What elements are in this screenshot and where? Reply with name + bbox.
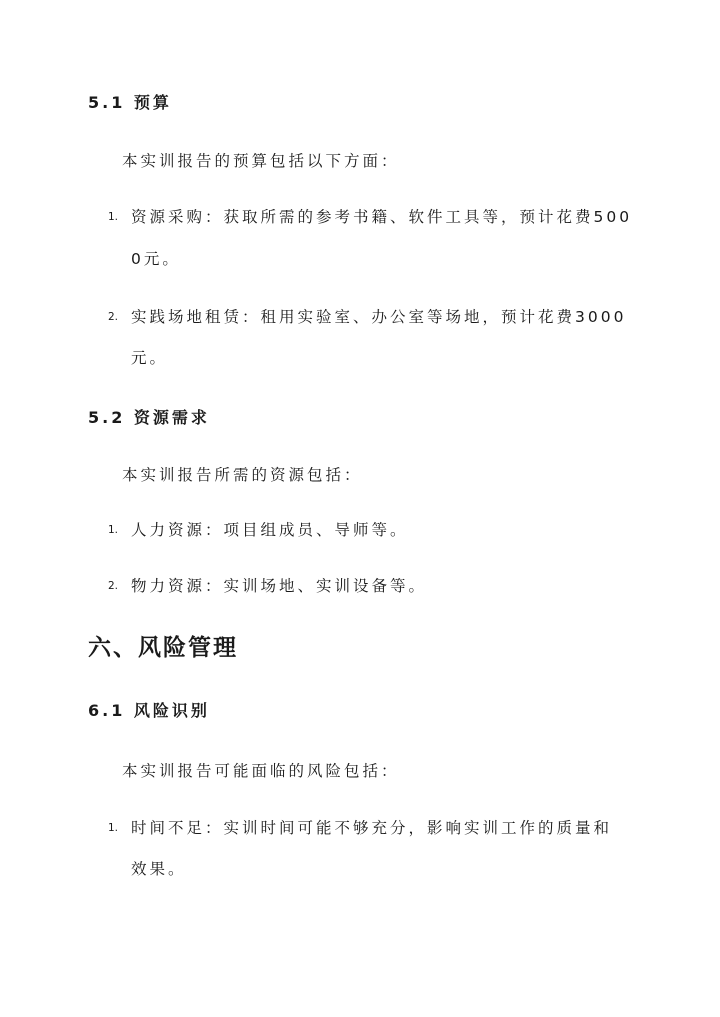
section-heading-5-1: 5.1 预算 (88, 93, 172, 112)
list-item-number: 1. (108, 524, 119, 536)
list-item-number: 2. (108, 311, 119, 323)
list-item-text-continued: 效果。 (131, 860, 187, 878)
list-item-text: 物力资源：实训场地、实训设备等。 (131, 577, 428, 595)
section-5-2-intro: 本实训报告所需的资源包括： (122, 466, 363, 484)
list-item-text-continued: 0元。 (131, 250, 181, 268)
list-item-number: 1. (108, 211, 119, 223)
list-item-text: 人力资源：项目组成员、导师等。 (131, 521, 409, 539)
list-item-text: 实践场地租赁：租用实验室、办公室等场地，预计花费3000 (131, 308, 627, 326)
list-item-text-continued: 元。 (131, 349, 169, 367)
list-item-number: 2. (108, 580, 119, 592)
section-heading-5-2: 5.2 资源需求 (88, 408, 210, 427)
list-item-number: 1. (108, 822, 119, 834)
section-5-1-intro: 本实训报告的预算包括以下方面： (122, 152, 400, 170)
list-item-text: 资源采购：获取所需的参考书籍、软件工具等，预计花费500 (131, 208, 633, 226)
chapter-heading-6: 六、风险管理 (88, 635, 238, 661)
section-6-1-intro: 本实训报告可能面临的风险包括： (122, 762, 400, 780)
section-heading-6-1: 6.1 风险识别 (88, 701, 210, 720)
list-item-text: 时间不足：实训时间可能不够充分，影响实训工作的质量和 (131, 819, 613, 837)
